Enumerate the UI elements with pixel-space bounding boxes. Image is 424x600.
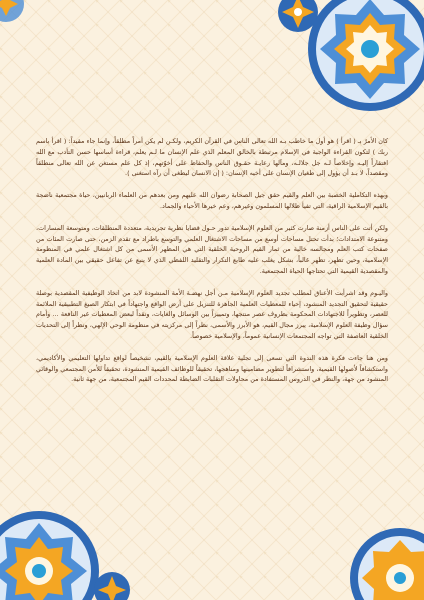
- corner-ornament-top-left: [0, 0, 54, 44]
- paragraph-1: كان الأمرُ بـ ( اقرأ ) هو أول ما خاطب بـه الله تعالى الناس في القرآن الكريم، ولكـن لم يكن أمراً مطلقاً، وإنما جاء مقيداً: ( اقرأ باسم ربك ) لتكون القراءة الواجبة في الإسلام مرتبطة بالخالق المعلم الذي علم الإنسان ما لـم يعلم، قراءة أساسها حسن التأدب مع الله افتقاراً إليـه وإخلاصاً لـه جل جلالـه، ومآلها رعايـة حقـوق الناس والحفاظ على أخوّتهم، إذ كل علم مستغن عن الله تعالى منطلقاً ومقصداً، لا بـد أن يؤول إلى طغيان الإنسان على أخيه الإنسان: ( إن الانسان ليطغى أن رآه استغنى ).: [36, 137, 388, 178]
- paragraph-4: واليـوم وقد اشرأبت الأعناق لمطلب تجديد العلوم الإسلامية مـن أجل نهضـة الأمة المنشودة لابد من اتخاذ الوظيفية المقصدية بوصلة حقيقية لتحقيق التجديد المنشود، إحياء للمعطيات العلمية الجاهزة للتنزيل على أرض الواقع واجتهاداً في ابتكار الصيغ التطبيقية الملائمة للعصر، وتطويراً للاجتهادات المحكومة بظروف عصر منتجها، وتمييزاً بين الوسائل والغايات، ونقداً لبعض المعطيات غير النافعة ... وأمام سؤال وظيفة العلوم الإسلامية، يبرز مجال القيم، هو الأبرز والأسمى، نظراً إلى مركزيته في منظومة الوحي الإلهي، ونظراً إلى التحديات الخلقية العاصفة التي تواجه المجتمعات الإنسانية عموماً، والإسلامية خصوصاً.: [36, 288, 388, 340]
- corner-ornament-bottom-right: [320, 496, 424, 600]
- paragraph-5: ومن هنا جاءت فكرة هذه الندوة التي تسعى إلى تجلية علاقة العلوم الإسلامية بالقيم، تشخيصاً لواقع تداولها التعليمي والأكاديمي، واستكشافاً لأصولها القيمية، واستشرافاً لتطوير مضامينها ومناهجها، تحقيقاً للوظائف القيمية المنشودة، تحقيقاً للأمن المجتمعي والوقائي المنشود من جهة، والنظر في الدروس المستفادة من محاولات التقلبات الضابطة لمحددات القيم المجتمعية، من جهة ثانية.: [36, 353, 388, 384]
- corner-ornament-bottom-left: [0, 486, 144, 600]
- document-body: [36, 136, 388, 396]
- paragraph-3: ولكن أتت على الناس أزمنة صارت كثير من العلوم الإسلامية تدور حـول قضايا نظرية تجريدية، متعددة المنطلقات، ومتوسعة المسارات، ومتنوعة الامتدادات؛ بدأت تحتل مساحات أوسع من مساحات الاشتغال العلمي والتوسع باطراد مع تقدم الزمن، حتى صارت المئات من صفحات كتب العلم ومجالسه خالية من ثمار القيم الروحية الخلقية التي هي المظهر الأسمى من كل اشتغال علمي في المنظومة الإسلامية، وحين تظهر، تظهر غالباً، بشكل يغلب عليه طابع التكرار والتقليد اللفظي الذي لا ينبع عن تفاعل حقيقي بين المادة العلمية والمقصدية القيمية التي تحتاجها الحياة المجتمعية.: [36, 223, 388, 275]
- paragraph-2: وبهذه التكاملية الخصبة بين العلم والقيم حقق جيل الصحابة رضوان الله عليهم ومن بعدهم من العلماء الربانيين، حياة مجتمعية ناضجة بالقيم الإسلامية الراقية، التي تفيأ ظلالها المسلمون وغيرهم، وعم خيرها الأحياء والجماد.: [36, 191, 388, 210]
- corner-ornament-top-right: [260, 0, 424, 124]
